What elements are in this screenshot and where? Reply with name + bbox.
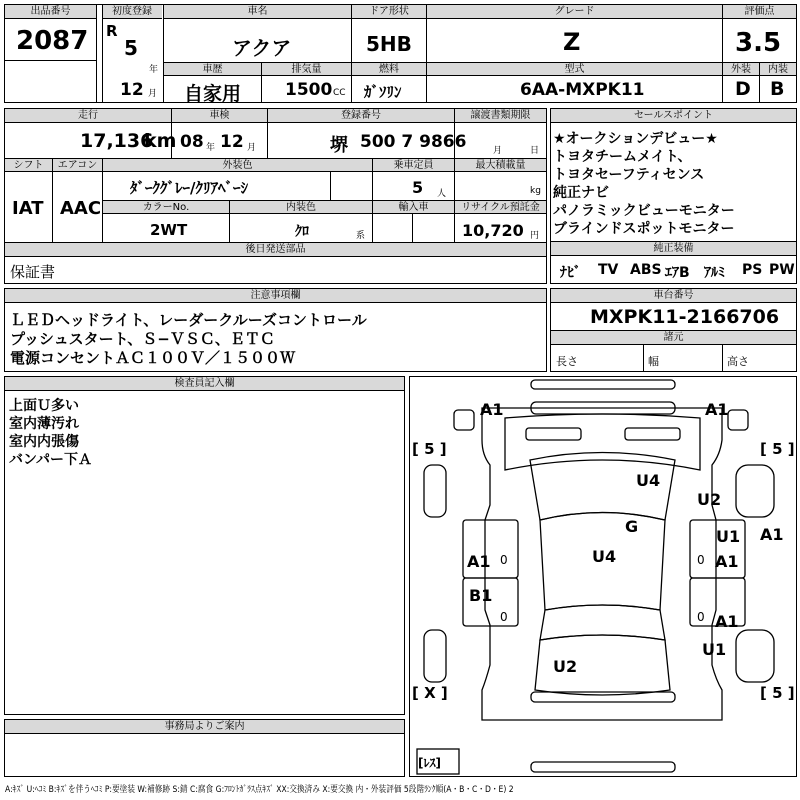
mileage-label: 走行 xyxy=(5,109,171,123)
recycle-fee: 10,720 xyxy=(462,221,524,240)
color-no: 2WT xyxy=(150,221,188,239)
zero-left-front: 0 xyxy=(500,553,508,567)
later-parts-label: 後日発送部品 xyxy=(5,243,546,257)
chassis-number: MXPK11-2166706 xyxy=(590,306,780,328)
shift: IAT xyxy=(12,198,44,219)
capacity: 5 xyxy=(412,178,424,197)
capacity-unit: 人 xyxy=(437,189,447,199)
tire-front-right: [ 5 ] xyxy=(760,440,795,458)
zero-left-rear: 0 xyxy=(500,610,508,624)
car-name-label: 車名 xyxy=(164,5,351,19)
fuel: ｶﾞｿﾘﾝ xyxy=(364,83,402,101)
tire-rear-left: [ X ] xyxy=(412,684,448,702)
mark-right-front-door: A1 xyxy=(715,552,739,571)
int-color-label: 内装色 xyxy=(230,201,372,214)
mark-windshield: G xyxy=(625,517,639,536)
color-label: 外装色 xyxy=(103,159,372,172)
lot-number: 2087 xyxy=(16,26,89,56)
chassis-label: 車台番号 xyxy=(551,289,796,303)
notes-line-3: 電源コンセントＡＣ１００Ｖ／１５００Ｗ xyxy=(10,349,296,367)
inspector-line-1: 上面Ｕ多い xyxy=(9,398,79,414)
equip-label: 純正装備 xyxy=(551,242,796,256)
inspector-line-2: 室内薄汚れ xyxy=(9,416,79,432)
later-parts: 保証書 xyxy=(10,263,56,281)
era: R xyxy=(106,22,118,40)
sales-line-4: 純正ナビ xyxy=(553,185,609,201)
ac: AAC xyxy=(60,198,102,219)
int-color-unit: 系 xyxy=(356,231,366,241)
recycle-label: リサイクル預託金 xyxy=(455,201,546,214)
car-name: アクア xyxy=(232,36,292,60)
color-no-label: カラーNo. xyxy=(103,201,229,214)
grade: Z xyxy=(563,28,581,56)
inspection-month: 12 xyxy=(220,132,244,152)
exterior-color: ﾀﾞｰｸｸﾞﾚｰ/ｸﾘｱﾍﾞｰｼ xyxy=(130,179,248,197)
zero-right-front: 0 xyxy=(697,553,705,567)
notes-label: 注意事項欄 xyxy=(5,289,546,303)
transfer-label: 譲渡書類期限 xyxy=(455,109,546,123)
import-label: 輸入車 xyxy=(373,201,454,214)
score: 3.5 xyxy=(735,28,782,58)
inspector-line-3: 室内内張傷 xyxy=(9,434,79,450)
int-color: ｸﾛ xyxy=(295,224,309,240)
door-type: 5HB xyxy=(366,32,412,56)
spare-tire: [ﾚｽ] xyxy=(418,756,441,770)
mark-far-right: A1 xyxy=(760,525,784,544)
first-reg-label: 初度登録 xyxy=(102,5,162,19)
first-reg-year: 5 xyxy=(124,36,138,60)
history: 自家用 xyxy=(184,83,242,105)
equip-airbag: ｴｱB xyxy=(665,265,690,281)
equip-abs: ABS xyxy=(630,262,662,278)
notes-line-2: プッシュスタート、Ｓ−ＶＳＣ、ＥＴＣ xyxy=(10,330,275,348)
score-label: 評価点 xyxy=(723,5,796,19)
model-label: 型式 xyxy=(427,63,722,76)
mileage: 17,136 xyxy=(80,130,154,152)
equip-ps: PS xyxy=(742,262,763,278)
capacity-label: 乗車定員 xyxy=(373,159,454,172)
sales-line-6: ブラインドスポットモニター xyxy=(553,221,735,237)
grade-label: グレード xyxy=(427,5,722,19)
sales-line-5: パノラミックビューモニター xyxy=(553,203,735,219)
mark-left-rear-door: B1 xyxy=(469,586,493,605)
displacement: 1500 xyxy=(285,80,333,100)
legend-text: A:ｷｽﾞ U:ﾍｺﾐ B:ｷｽﾞを伴うﾍｺﾐ P:要塗装 W:補修跡 S:錆 C:腐食 G:ﾌﾛﾝﾄｶﾞﾗｽ点ｷｽﾞ XX:交換済み X:要交換 内・外装評価 5段階ﾗﾝｸ順(A・B・C・D・E) 2 xyxy=(5,785,514,795)
mark-right-rear-quarter: U1 xyxy=(702,640,727,659)
cc-unit: CC xyxy=(333,88,346,98)
tire-front-left: [ 5 ] xyxy=(412,440,447,458)
year-unit: 年 xyxy=(149,65,159,75)
inspection-year: 08 xyxy=(180,132,204,152)
mark-rear: U2 xyxy=(553,657,578,676)
transfer-day: 日 xyxy=(530,146,540,156)
office-label: 事務局よりご案内 xyxy=(5,720,404,734)
inspector-line-4: バンパー下Ａ xyxy=(9,452,93,468)
plate-label: 登録番号 xyxy=(268,109,454,123)
month-unit: 月 xyxy=(148,89,158,99)
equip-pw: PW xyxy=(769,262,795,278)
notes-line-1: ＬＥＤヘッドライト、レーダークルーズコントロール xyxy=(10,311,367,329)
inspection-label: 車検 xyxy=(172,109,267,123)
inspector-label: 検査員記入欄 xyxy=(5,377,404,391)
model: 6AA-MXPK11 xyxy=(520,80,645,100)
km-unit: km xyxy=(144,130,177,152)
dims-label: 諸元 xyxy=(551,331,796,345)
dims-height: 高さ xyxy=(727,355,749,368)
equip-navi: ﾅﾋﾞ xyxy=(560,265,581,281)
displacement-label: 排気量 xyxy=(262,63,351,76)
recycle-unit: 円 xyxy=(530,231,540,241)
mark-right-rear-door: A1 xyxy=(715,612,739,631)
ext-label: 外装 xyxy=(723,63,759,76)
door-label: ドア形状 xyxy=(352,5,426,19)
mark-roof: U4 xyxy=(592,547,617,566)
sales-line-3: トヨタセーフティセンス xyxy=(553,167,705,183)
ext-grade: D xyxy=(735,78,751,100)
dims-width: 幅 xyxy=(648,355,659,368)
car-outline xyxy=(409,376,797,777)
mark-front-left: A1 xyxy=(480,400,504,419)
transfer-month: 月 xyxy=(493,146,503,156)
history-label: 車歴 xyxy=(164,63,261,76)
mark-left-front-door: A1 xyxy=(467,552,491,571)
sales-line-2: トヨタチームメイト、 xyxy=(553,149,692,165)
shift-label: シフト xyxy=(5,159,52,172)
equip-alloy: ｱﾙﾐ xyxy=(704,265,725,281)
int-label: 内装 xyxy=(760,63,796,76)
fuel-label: 燃料 xyxy=(352,63,426,76)
first-reg-month: 12 xyxy=(120,80,144,100)
legend xyxy=(5,782,795,795)
mark-hood: U4 xyxy=(636,471,661,490)
plate-number: 500 7 9866 xyxy=(360,132,467,152)
mark-right-front-upper: U1 xyxy=(716,527,741,546)
insp-month-unit: 月 xyxy=(247,143,257,153)
load-unit: kg xyxy=(530,186,541,196)
mark-hood-right: U2 xyxy=(697,490,722,509)
mark-front-right: A1 xyxy=(705,400,729,419)
plate-area: 堺 xyxy=(330,135,348,156)
tire-rear-right: [ 5 ] xyxy=(760,684,795,702)
lot-label: 出品番号 xyxy=(5,5,96,19)
zero-right-rear: 0 xyxy=(697,610,705,624)
ac-label: エアコン xyxy=(53,159,102,172)
equip-tv: TV xyxy=(598,262,619,278)
dims-length: 長さ xyxy=(556,355,578,368)
sales-label: セールスポイント xyxy=(551,109,796,123)
sales-line-1: ★オークションデビュー★ xyxy=(553,131,718,147)
insp-year-unit: 年 xyxy=(206,143,216,153)
load-label: 最大積載量 xyxy=(455,159,546,172)
int-grade: B xyxy=(770,78,785,100)
